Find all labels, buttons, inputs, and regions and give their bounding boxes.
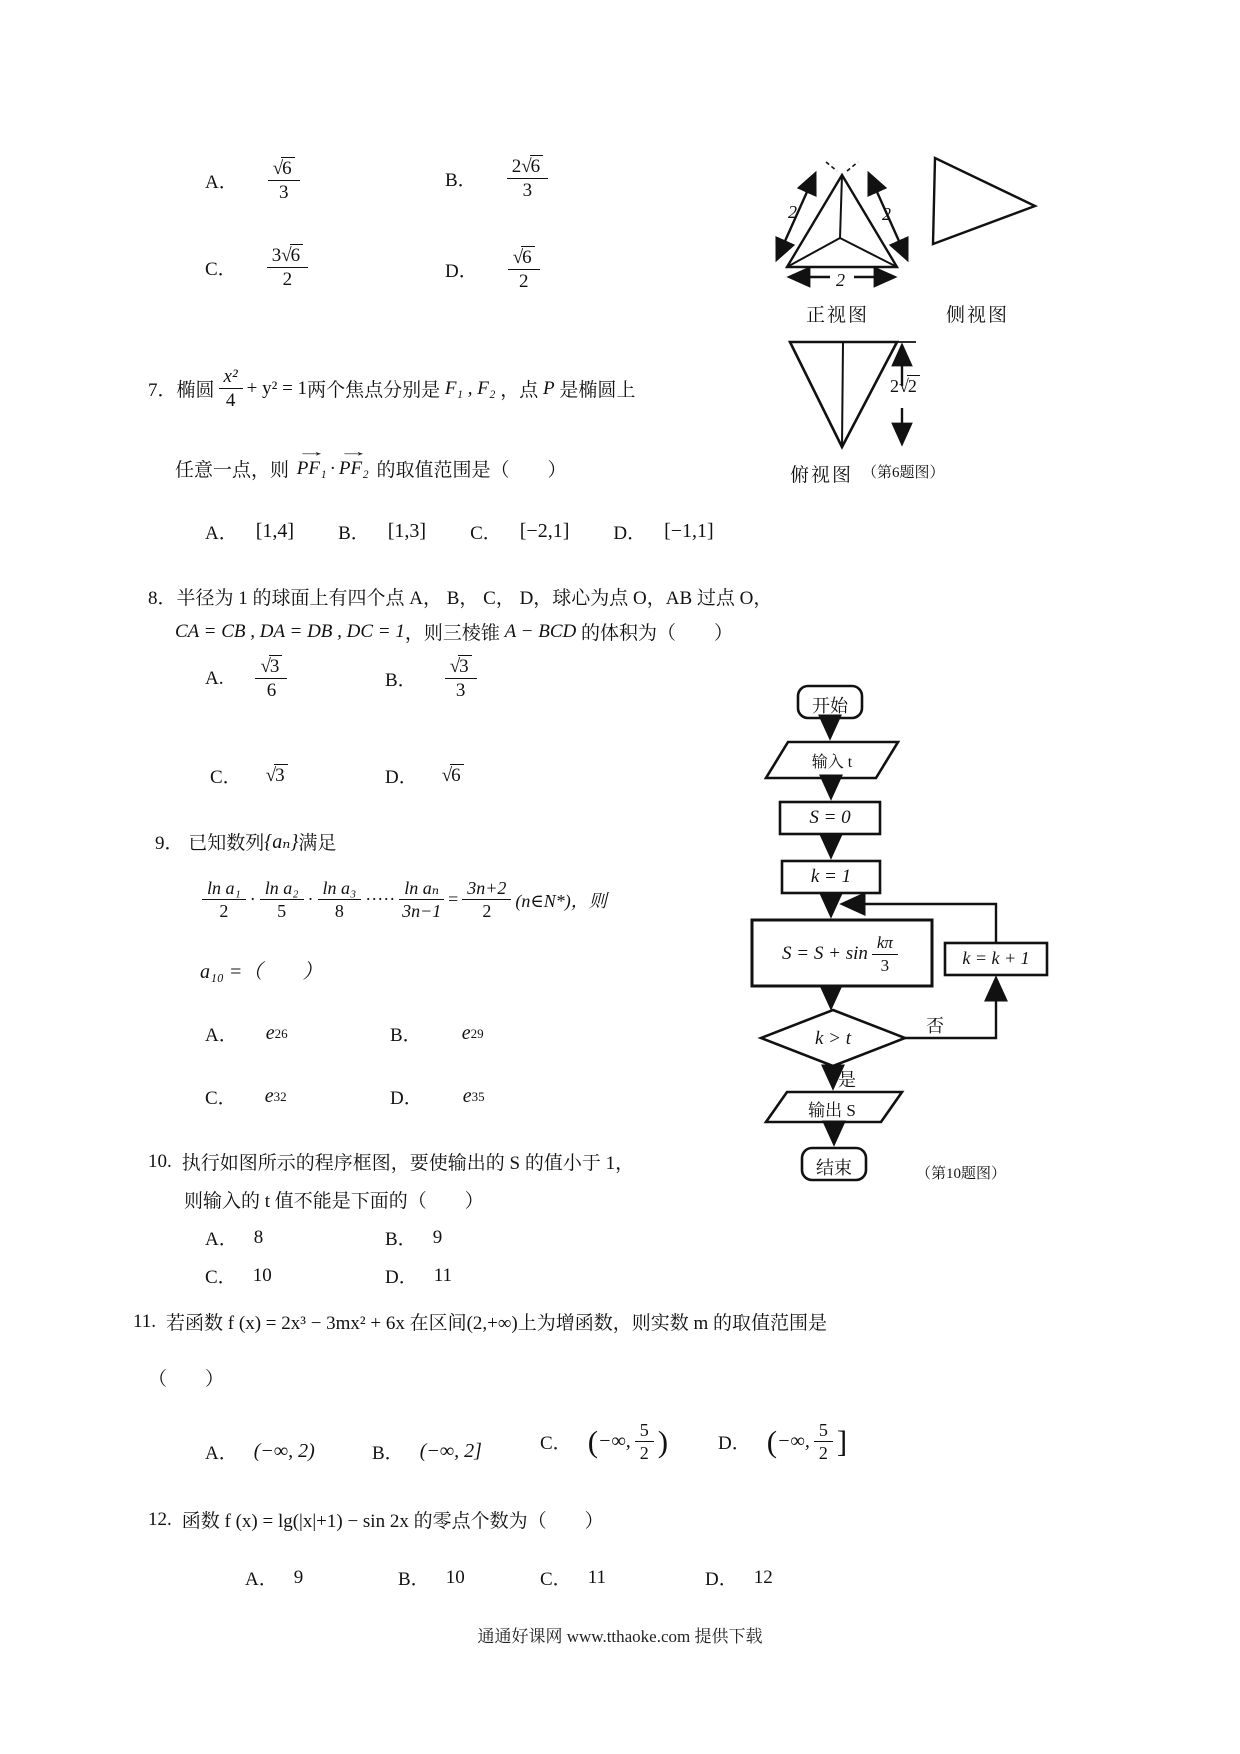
q9-option-a: A． e 26 [205, 1022, 288, 1046]
option-label: D． [445, 261, 478, 283]
sqrt-value: √3 [266, 765, 288, 787]
q12-option-d: D． 12 [705, 1566, 773, 1590]
footer-watermark: 通通好课网 www.tthaoke.com 提供下载 [477, 1627, 763, 1646]
q10-option-a: A． 8 [205, 1226, 264, 1250]
front-left-dim: 2 [788, 202, 797, 222]
q8-option-a: A. $\frac{√3}{6}$ [205, 656, 291, 702]
fraction: $\frac{3√6}{2}$ [267, 245, 308, 291]
q10-option-b: B． 9 [385, 1226, 443, 1250]
s0-label: S = 0 [809, 807, 851, 828]
q10-figure-caption: （第10题图） [916, 1166, 1007, 1182]
q9-option-c: C． e 32 [205, 1085, 287, 1109]
top-height-dim: 2√2 [890, 376, 920, 397]
q12-stem-line1: 12. 函数 f (x) = lg(|x|+1) − sin 2x 的零点个数为（ ） [148, 1508, 604, 1532]
q10-flowchart [730, 678, 1080, 1203]
q11-option-c: C． ( −∞, $\frac{5}{2}$ ) [540, 1420, 669, 1464]
q11-number: 11. [133, 1310, 157, 1332]
q9-a10-line: a₁₀ =（ ） [200, 961, 323, 983]
q6-option-c [205, 245, 312, 291]
q6-option-b [445, 156, 552, 202]
q12-option-c: C． 11 [540, 1566, 606, 1590]
front-bottom-dim: 2 [836, 270, 845, 290]
fraction: $\frac{√6}{2}$ [508, 247, 540, 293]
fraction: $\frac{√3}{6}$ [255, 656, 287, 702]
sqrt-value: √6 [442, 765, 464, 787]
fraction: $\frac{2√6}{3}$ [507, 156, 548, 202]
q10-option-d: D． 11 [385, 1264, 453, 1288]
q7-options [205, 518, 714, 545]
q10-option-c: C． 10 [205, 1264, 272, 1288]
output-label: 输出 S [808, 1101, 856, 1120]
q9-option-d: D． e 35 [390, 1085, 485, 1109]
q9-stem-line1: 9． 已知数列 {aₙ} 满足 [155, 828, 336, 855]
vector-pf2: → PF₂ [338, 443, 370, 479]
q7-option-b: B． [1,3] [338, 520, 427, 544]
q8-option-b: B． $\frac{√3}{3}$ [385, 656, 481, 702]
q11-stem-line2: （ ） [148, 1369, 225, 1390]
top-view-label: 俯视图 [790, 465, 854, 486]
q8-stem-line1: 8． 半径为 1 的球面上有四个点 A， B， C， D，球心为点 O，AB 过点 O， [148, 583, 772, 610]
q7-stem-line2: 任意一点，则 → PF₁ · → PF₂ 的取值范围是（ ） [175, 443, 567, 481]
q7-stem-line1: 7． 椭圆 $\frac{\text{x²}}{4}$ + y² = 1 两个焦点分别是 F₁ , F₂ ，点 P 是椭圆上 [148, 366, 636, 412]
q8-number: 8． [148, 588, 177, 609]
q7-option-d: D． [−1,1] [613, 520, 714, 544]
q10-stem-line2: 则输入的 t 值不能是下面的（ ） [184, 1191, 484, 1212]
start-label: 开始 [812, 696, 848, 716]
k1-label: k = 1 [810, 866, 852, 887]
q9-formula: $\frac{\text{ln a₁}}{2}$ · $\frac{\text{ln a₂}}{5}$ · $\frac{\text{ln a₃}}{8}$ ····· $\frac{\text{ln aₙ}}{3n-1}$ = $\frac{3n+2}{2}$ (n∈N*)，则 [198, 878, 607, 921]
yes-label: 是 [838, 1070, 856, 1090]
q11-option-d: D． ( −∞, $\frac{5}{2}$ ] [718, 1420, 848, 1464]
side-view-shape [933, 158, 1035, 244]
condition-label: k > t [814, 1028, 852, 1049]
option-label: B． [445, 170, 477, 192]
vector-pf1: → PF₁ [296, 443, 328, 479]
option-label: C． [205, 259, 237, 281]
q7-number: 7． [148, 380, 177, 402]
q7-option-a: A． [1,4] [205, 520, 295, 544]
q6-option-a [205, 158, 304, 204]
q12-number: 12. [148, 1508, 172, 1530]
fraction: $\frac{√6}{3}$ [268, 158, 300, 204]
accumulate-label: S = S + sin $\frac{k\pi}{3}$ [754, 928, 930, 980]
q11-stem-line1: 11. 若函数 f (x) = 2x³ − 3mx² + 6x 在区间(2,+∞)上为增函数，则实数 m 的取值范围是 [133, 1310, 828, 1334]
fraction: $\frac{\text{x²}}{4}$ [219, 366, 243, 412]
q9-option-b: B． e 29 [390, 1022, 484, 1046]
q8-option-d: D． √6 [385, 762, 464, 789]
q10-stem-line1: 10. 执行如图所示的程序框图，要使输出的 S 的值小于 1， [148, 1150, 635, 1174]
input-label: 输入 t [811, 754, 853, 771]
front-view-shape [787, 175, 897, 267]
q7-option-c: C． [−2,1] [470, 520, 570, 544]
leader-dashes [826, 162, 858, 171]
front-view-label: 正视图 [806, 305, 870, 326]
fraction: $\frac{√3}{3}$ [445, 656, 477, 702]
side-view-label: 侧视图 [946, 305, 1010, 326]
end-label: 结束 [816, 1158, 852, 1178]
q6-option-d [445, 247, 544, 293]
q6-figure-caption: （第6题图） [862, 465, 945, 481]
no-label: 否 [926, 1016, 944, 1036]
q12-option-a: A． 9 [245, 1566, 304, 1590]
increment-label: k = k + 1 [962, 948, 1030, 968]
q6-three-views-figure [690, 128, 1055, 493]
q11-option-b: B． (−∞, 2] [372, 1440, 482, 1464]
no-branch-line [905, 980, 996, 1038]
q11-option-a: A． (−∞, 2) [205, 1440, 315, 1464]
q8-stem-line2: CA = CB , DA = DB , DC = 1 ，则三棱锥 A − BCD 的体积为（ ） [175, 620, 734, 644]
q9-number: 9． [155, 833, 184, 854]
top-view-shape [790, 342, 897, 447]
option-label: A． [205, 172, 238, 194]
q12-option-b: B． 10 [398, 1566, 465, 1590]
front-right-dim: 2 [882, 204, 891, 224]
q10-number: 10. [148, 1150, 172, 1172]
q8-option-c: C． √3 [210, 762, 288, 789]
